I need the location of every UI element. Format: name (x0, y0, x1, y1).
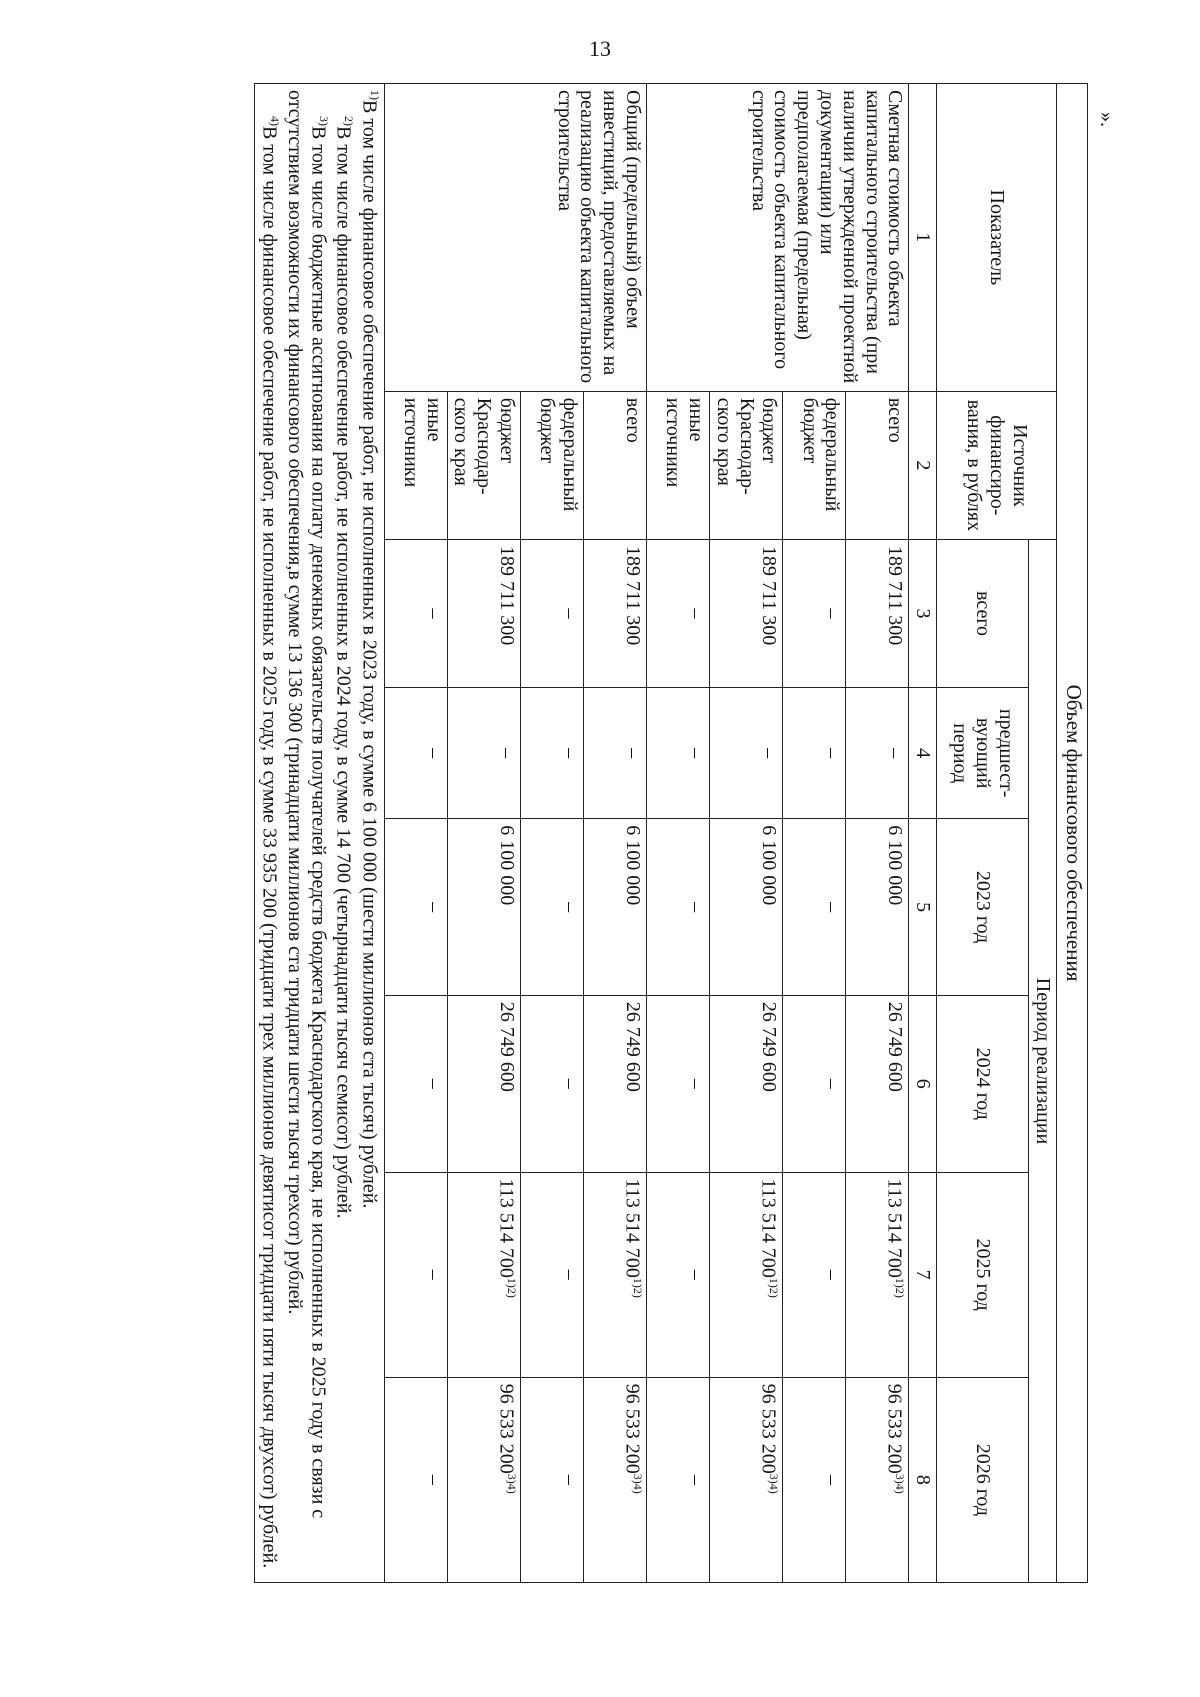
cell-value: 113 514 700 (495, 1178, 518, 1278)
table-row (584, 84, 647, 1583)
footnote-ref: 1)2) (893, 1277, 908, 1298)
cell-2024: – (647, 995, 710, 1172)
header-total: всего (937, 539, 1029, 687)
cell-2023: – (647, 819, 710, 996)
header-previous-period: предшест-вующий период (937, 688, 1029, 819)
cell-total: 189 711 300 (710, 539, 783, 687)
cell-total: – (647, 539, 710, 687)
footnote-ref: 3)4) (893, 1473, 908, 1494)
footnote-mark: 4) (268, 116, 283, 126)
row-source: бюджет Краснодар-ского края (447, 391, 520, 539)
cell-total: 189 711 300 (584, 539, 647, 687)
cell-2024: 26 749 600 (447, 995, 520, 1172)
cell-total: – (521, 539, 584, 687)
cell-2024: 26 749 600 (710, 995, 783, 1172)
indicator-estimated-cost: Сметная стоимость объекта капитального строительства (при наличии утвержденной проектной документации) или предполагаемая (предельная) стоимость объекта капитального строительства (647, 84, 909, 392)
column-number: 6 (909, 995, 937, 1172)
table-row (846, 84, 909, 1583)
footnote-text: В том числе финансовое обеспечение работ, не исполненных в 2024 году, в сумме 14 700 (четырнадцати тысяч семисот) рублей. (332, 126, 355, 1219)
indicator-total-investment: Общий (предельный) объем инвестиций, предоставляемых на реализацию объекта капитального строительства (384, 84, 646, 392)
footnotes-cell (255, 84, 385, 1583)
cell-2023: 6 100 000 (447, 819, 520, 996)
cell-total: 189 711 300 (447, 539, 520, 687)
cell-total: – (384, 539, 447, 687)
cell-2024: 26 749 600 (846, 995, 909, 1172)
cell-previous: – (584, 688, 647, 819)
cell-value: 96 533 200 (883, 1383, 906, 1474)
row-source: иные источники (384, 391, 447, 539)
footnote-mark: 2) (342, 116, 357, 126)
cell-2023: 6 100 000 (710, 819, 783, 996)
row-source: всего (846, 391, 909, 539)
cell-value: 96 533 200 (757, 1383, 780, 1474)
header-indicator: Показатель (937, 84, 1057, 392)
footnote-ref: 3)4) (505, 1473, 520, 1494)
column-number: 7 (909, 1172, 937, 1377)
cell-2026: – (647, 1377, 710, 1582)
cell-value: 113 514 700 (757, 1178, 780, 1278)
page-number: 13 (589, 36, 611, 61)
cell-value: 96 533 200 (495, 1383, 518, 1474)
column-numbers-row (909, 84, 937, 1583)
cell-2026: – (384, 1377, 447, 1582)
cell-2024: 26 749 600 (584, 995, 647, 1172)
cell-previous: – (783, 688, 846, 819)
row-source: иные источники (647, 391, 710, 539)
header-2026: 2026 год (937, 1377, 1029, 1582)
cell-previous: – (647, 688, 710, 819)
closing-quote-mark: ». (1096, 112, 1118, 127)
footnote-ref: 1)2) (631, 1277, 646, 1298)
cell-2026 (584, 1377, 647, 1582)
cell-2026 (846, 1377, 909, 1582)
cell-2023: – (521, 819, 584, 996)
footnote-text: В том числе бюджетные ассигнования на оплату денежных обязательств получателей средств бюджета Краснодарского края, не исполненных в 2025 году в связи с отсутствием возможности их финансового обеспечения,в сумме 13 136 300 (тринадцати миллионов ста тридцати шести тысяч трехсот) рублей. (283, 90, 330, 1519)
footnote-ref: 3)4) (767, 1473, 782, 1494)
column-number: 4 (909, 688, 937, 819)
cell-2025: – (647, 1172, 710, 1377)
cell-2023: – (384, 819, 447, 996)
footnote-ref: 1)2) (767, 1277, 782, 1298)
footnote (356, 90, 381, 1576)
footnote (282, 90, 331, 1576)
footnote-text: В том числе финансовое обеспечение работ, не исполненных в 2023 году, в сумме 6 100 000 (шести миллионов ста тысяч) рублей. (357, 100, 380, 1209)
footnote-mark: 3) (317, 116, 332, 126)
header-2024: 2024 год (937, 995, 1029, 1172)
cell-2023: 6 100 000 (584, 819, 647, 996)
header-source: Источник финансиро-вания, в рублях (937, 391, 1057, 539)
cell-2024: – (521, 995, 584, 1172)
cell-total: 189 711 300 (846, 539, 909, 687)
footnote-ref: 3)4) (631, 1473, 646, 1494)
footnote (257, 90, 282, 1576)
footnote-mark: 1) (367, 90, 382, 100)
header-2023: 2023 год (937, 819, 1029, 996)
column-number: 3 (909, 539, 937, 687)
cell-2026: – (783, 1377, 846, 1582)
cell-2025 (846, 1172, 909, 1377)
cell-previous: – (846, 688, 909, 819)
cell-previous: – (384, 688, 447, 819)
cell-2025: – (783, 1172, 846, 1377)
cell-previous: – (521, 688, 584, 819)
financing-table (254, 83, 1088, 1583)
header-2025: 2025 год (937, 1172, 1029, 1377)
header-period: Период реализации (1029, 539, 1057, 1582)
rotated-table-wrapper (138, 83, 1088, 1583)
footnote (331, 90, 356, 1576)
cell-value: 96 533 200 (621, 1383, 644, 1474)
table-title: Объем финансового обеспечения (1057, 84, 1088, 1583)
footnote-text: В том числе финансовое обеспечение работ, не исполненных в 2025 году, в сумме 33 935 200 (тридцати трех миллионов девятисот тридцати пяти тысяч двухсот) рублей. (258, 126, 281, 1569)
cell-value: 113 514 700 (621, 1178, 644, 1278)
row-source: бюджет Краснодар-ского края (710, 391, 783, 539)
cell-2024: – (783, 995, 846, 1172)
row-source: федеральный бюджет (783, 391, 846, 539)
row-source: всего (584, 391, 647, 539)
cell-value: 113 514 700 (883, 1178, 906, 1278)
cell-2025 (584, 1172, 647, 1377)
footnote-ref: 1)2) (505, 1277, 520, 1298)
cell-previous: – (710, 688, 783, 819)
cell-2023: 6 100 000 (846, 819, 909, 996)
cell-2024: – (384, 995, 447, 1172)
cell-2025: – (521, 1172, 584, 1377)
cell-2026: – (521, 1377, 584, 1582)
cell-2025: – (384, 1172, 447, 1377)
cell-2025 (710, 1172, 783, 1377)
cell-2023: – (783, 819, 846, 996)
cell-2026 (447, 1377, 520, 1582)
cell-2025 (447, 1172, 520, 1377)
cell-total: – (783, 539, 846, 687)
cell-2026 (710, 1377, 783, 1582)
column-number: 1 (909, 84, 937, 392)
column-number: 2 (909, 391, 937, 539)
column-number: 8 (909, 1377, 937, 1582)
cell-previous: – (447, 688, 520, 819)
row-source: федеральный бюджет (521, 391, 584, 539)
footnotes-row (255, 84, 385, 1583)
column-number: 5 (909, 819, 937, 996)
